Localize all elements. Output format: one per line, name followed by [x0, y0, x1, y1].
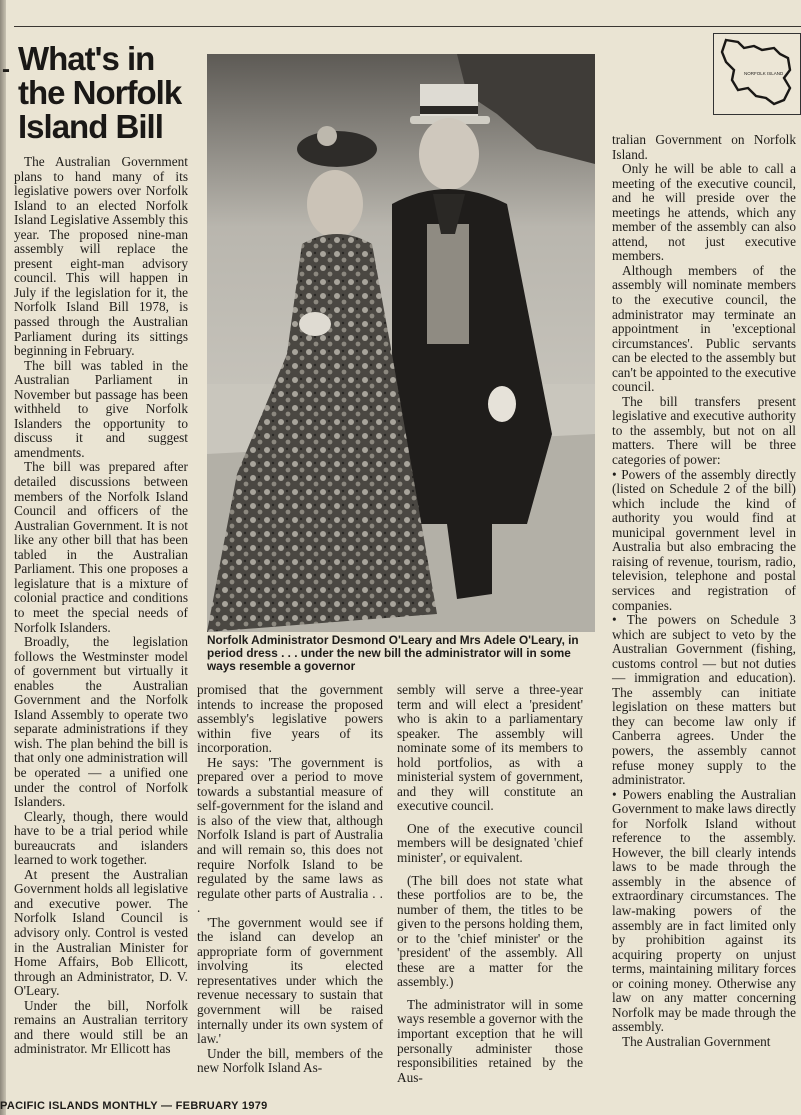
paragraph: sembly will serve a three-year term and will elect a 'president' who is akin to a parliamentary speaker. The assembly will nominate some of its members to hold portfolios, as with a ministerial system of government, and they will constitute an executive council.	[397, 682, 583, 814]
norfolk-island-map-inset	[713, 33, 801, 115]
paragraph: The bill was prepared after detailed discussions between members of the Norfolk Island Council and officers of the Australian Government. It is not like any other bill that has been tabled in the Australian Parliament. This one proposes a legislature that is a mixture of colonial practice and conditions to meet the special needs of Norfolk Islanders.	[14, 459, 188, 635]
paragraph: tralian Government on Norfolk Island.	[612, 132, 796, 162]
column-3	[397, 683, 583, 1085]
paragraph: Only he will be able to call a meeting of the executive council, and he will preside over the meetings he attends, which any member of the assembly can also attend, not just executive members.	[612, 161, 796, 264]
paragraph: Broadly, the legislation follows the Westminster model of government but virtually it enables the Australian Government and the Norfolk Island Assembly to operate two separate administrations if they wish. The plan behind the bill is that only one administration will be operated — a unified one under the control of Norfolk Islanders.	[14, 634, 188, 810]
paragraph: One of the executive council members will be designated 'chief minister', or equivalent.	[397, 820, 583, 866]
bullet-paragraph: • Powers enabling the Australian Government to make laws directly for Norfolk Island without reference to the assembly. However, the bill clearly intends laws to be made through the assembly in the absence of extraordinary circumstances. The law-making powers of the assembly are in fact limited only by prohibition against its acquiring property on unjust terms, maintaining military forces or coining money. Otherwise any law on any matter concerning Norfolk may be made through the assembly.	[612, 786, 796, 1035]
paragraph: At present the Australian Government holds all legislative and executive power. The Norfolk Island Council is advisory only. Control is vested in the Australian Minister for Home Affairs, Bob Ellicott, through an Administrator, D. V. O'Leary.	[14, 866, 188, 999]
paragraph: (The bill does not state what these portfolios are to be, the number of them, the titles to be given to the persons holding them, or to the 'chief minister' or the 'president' of the assembly. All these are a matter for the assembly.)	[397, 872, 583, 990]
bullet-paragraph: • Powers of the assembly directly (listed on Schedule 2 of the bill) which include the kind of authority you would find at municipal government level in Australia but also embracing the raising of revenue, tourism, radio, television, telephone and postal services and registration of companies.	[612, 466, 796, 613]
paragraph: 'The government would see if the island can develop an appropriate form of government involving its elected representatives under which the revenue necessary to sustain that government will be raised internally under its own system of law.'	[197, 914, 383, 1047]
paragraph: promised that the government intends to increase the proposed assembly's legislative powers within five years of its incorporation.	[197, 682, 383, 756]
paragraph: Under the bill, members of the new Norfolk Island As-	[197, 1045, 383, 1076]
photo-oleary-couple	[207, 54, 595, 632]
map-label: NORFOLK ISLAND	[744, 71, 784, 76]
paragraph: The bill was tabled in the Australian Parliament in November but passage has been withheld to give Norfolk Islanders the opportunity to discuss it and suggest amendments.	[14, 357, 188, 460]
paragraph: The administrator will in some ways resemble a governor with the important exception that he will personally administer those responsibilities retained by the Aus-	[397, 996, 583, 1085]
paragraph: Under the bill, Norfolk remains an Australian territory and there would still be an administrator. Mr Ellicott has	[14, 997, 188, 1057]
page-footer: PACIFIC ISLANDS MONTHLY — FEBRUARY 1979	[0, 1100, 268, 1112]
photo-caption: Norfolk Administrator Desmond O'Leary and Mrs Adele O'Leary, in period dress . . . under the new bill the administrator will in some ways resemble a governor	[207, 633, 579, 673]
paragraph: The bill transfers present legislative and executive authority to the assembly, but not on all matters. There will be three categories of power:	[612, 393, 796, 468]
paragraph: Clearly, though, there would have to be a trial period while bureaucrats and islanders learned to work together.	[14, 808, 188, 868]
column-2	[197, 683, 383, 1076]
headline-dash: -	[2, 56, 10, 83]
paragraph: He says: 'The government is prepared over a period to move towards a substantial measure of self-government for the island and is also of the view that, although Norfolk Island is part of Australia and will remain so, this does not require Norfolk Island to be regulated by the same laws as regulate other parts of Australia . . .	[197, 754, 383, 916]
paragraph: The Australian Government	[622, 1033, 771, 1049]
photo-image	[207, 54, 595, 632]
top-rule	[14, 26, 801, 27]
paragraph: The Australian Government plans to hand many of its legislative powers over Norfolk Island to an elected Norfolk Island Legislative Assembly this year. The proposed nine-man assembly will replace the present eight-man advisory council. This will happen in July if the legislation for it, the Norfolk Island Bill 1978, is passed through the Australian Parliament during its sittings beginning in February.	[14, 154, 188, 359]
bullet-paragraph: • The powers on Schedule 3 which are subject to veto by the Australian Government (fishing, customs control — but not duties — immigration and education). The assembly can initiate legislation on these matters but they can become law only if Canberra agrees. Under the powers, the assembly cannot refuse money supply to the administrator.	[612, 612, 796, 788]
column-4	[612, 133, 796, 1049]
paragraph: Although members of the assembly will nominate members to the executive council, the administrator may terminate an appointment in 'exceptional circumstances'. Public servants can be elected to the assembly but can't be appointed to the executive council.	[612, 262, 796, 395]
page-binding-edge	[0, 0, 6, 1115]
article-headline: What's in the Norfolk Island Bill	[18, 40, 182, 145]
column-1	[14, 155, 188, 1057]
